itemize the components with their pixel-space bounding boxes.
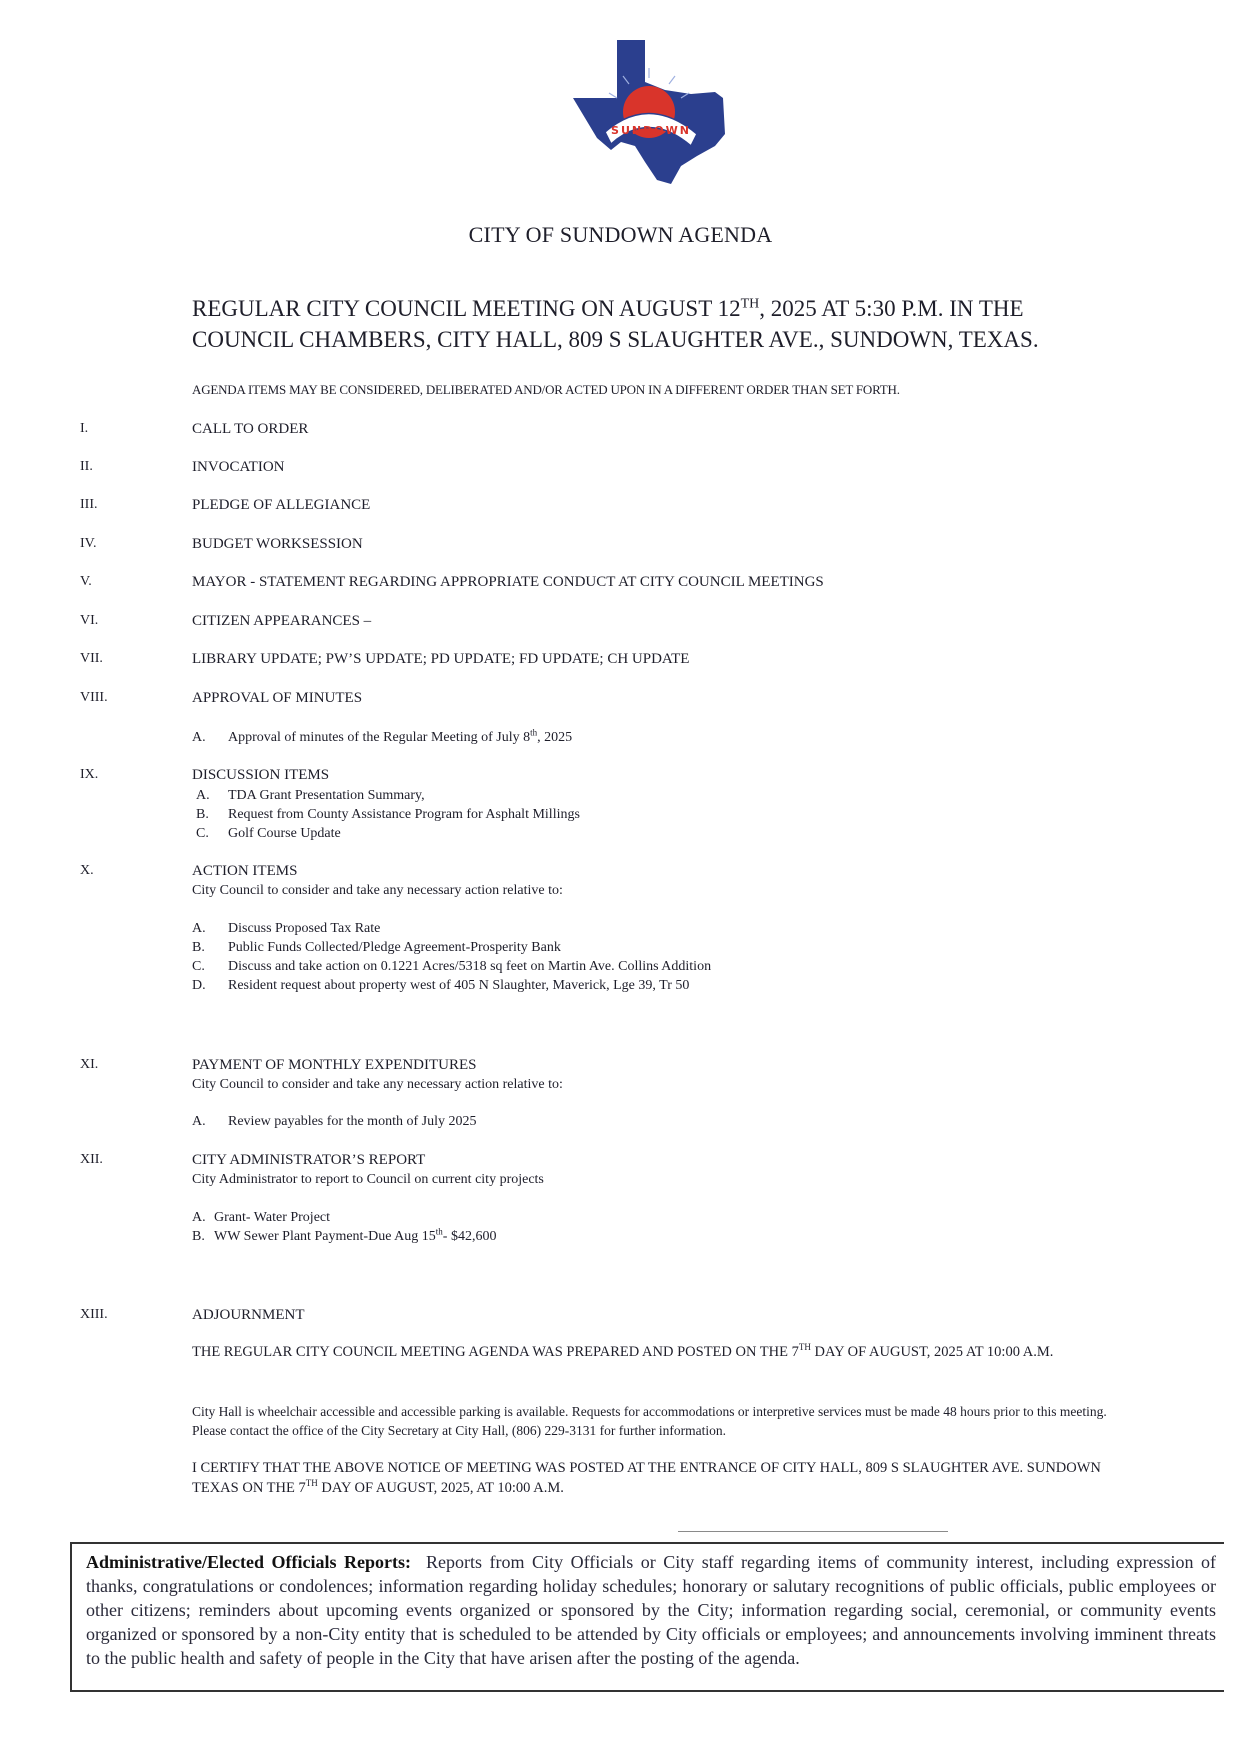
item-number: V.	[80, 574, 92, 589]
item-label: PLEDGE OF ALLEGIANCE	[192, 497, 371, 513]
item-label: APPROVAL OF MINUTES	[192, 690, 363, 706]
item-note: City Council to consider and take any necessary action relative to:	[192, 1077, 563, 1092]
item-number: I.	[80, 421, 89, 436]
sub-item: B. WW Sewer Plant Payment-Due Aug 15th- $42,600	[192, 1226, 497, 1244]
accessibility-statement: City Hall is wheelchair accessible and accessible parking is available. Requests for accommodations or interpretive services must be made 48 hours prior to this meeting. Please contact the office of the City Secretary at City Hall, (806) 229-3131 for further information.	[192, 1404, 1107, 1438]
reports-body: Reports from City Officials or City staff regarding items of community interest, including expression of thanks, congratulations or condolences; information regarding holiday schedules; honorary or salutary recognitions of public officials, public employees or other citizens; reminders about upcoming events organized or sponsored by the City; information regarding social, ceremonial, or community events organized or sponsored by a non-City entity that is scheduled to be attended by City officials or employees; and announcements involving imminent threats to the public health and safety of people in the City that have arisen after the posting of the agenda.	[86, 1552, 1217, 1668]
sub-item: A. TDA Grant Presentation Summary,	[196, 788, 425, 803]
item-label: INVOCATION	[192, 459, 285, 475]
item-number: VI.	[80, 613, 99, 628]
sub-item: B. Request from County Assistance Program for Asphalt Millings	[196, 807, 580, 822]
sub-item: A. Grant- Water Project	[192, 1210, 331, 1225]
item-number: VIII.	[80, 690, 108, 705]
item-number: IV.	[80, 536, 97, 551]
sub-item: D. Resident request about property west of 405 N Slaughter, Maverick, Lge 39, Tr 50	[192, 978, 690, 993]
item-label: PAYMENT OF MONTHLY EXPENDITURES	[192, 1057, 477, 1073]
item-number: XIII.	[80, 1307, 108, 1322]
sub-item: A. Discuss Proposed Tax Rate	[192, 921, 381, 936]
posting-statement: THE REGULAR CITY COUNCIL MEETING AGENDA WAS PREPARED AND POSTED ON THE 7TH DAY OF AUGUST, 2025 AT 10:00 A.M.	[192, 1342, 1054, 1360]
item-note: City Administrator to report to Council on current city projects	[192, 1172, 544, 1187]
item-label: DISCUSSION ITEMS	[192, 767, 330, 783]
logo-text: SUNDOWN	[611, 124, 691, 137]
item-number: II.	[80, 459, 93, 474]
sundown-texas-logo	[565, 38, 735, 188]
item-label: CITY ADMINISTRATOR’S REPORT	[192, 1152, 426, 1168]
meeting-heading: REGULAR CITY COUNCIL MEETING ON AUGUST 12TH, 2025 AT 5:30 P.M. IN THE COUNCIL CHAMBERS, CITY HALL, 809 S SLAUGHTER AVE., SUNDOWN, TEXAS.	[192, 296, 1039, 352]
item-label: MAYOR - STATEMENT REGARDING APPROPRIATE CONDUCT AT CITY COUNCIL MEETINGS	[192, 574, 824, 590]
item-number: XII.	[80, 1152, 103, 1167]
item-label: LIBRARY UPDATE; PW’S UPDATE; PD UPDATE; FD UPDATE; CH UPDATE	[192, 651, 690, 667]
item-number: IX.	[80, 767, 99, 782]
item-label: BUDGET WORKSESSION	[192, 536, 363, 552]
item-note: City Council to consider and take any necessary action relative to:	[192, 883, 563, 898]
reports-heading: Administrative/Elected Officials Reports:	[86, 1552, 411, 1572]
item-label: CALL TO ORDER	[192, 421, 309, 437]
sub-item: A. Approval of minutes of the Regular Meeting of July 8th, 2025	[192, 727, 573, 745]
item-number: III.	[80, 497, 98, 512]
order-notice: AGENDA ITEMS MAY BE CONSIDERED, DELIBERATED AND/OR ACTED UPON IN A DIFFERENT ORDER THAN SET FORTH.	[192, 382, 900, 397]
item-number: VII.	[80, 651, 103, 666]
sub-item: C. Golf Course Update	[196, 826, 341, 841]
item-label: ACTION ITEMS	[192, 863, 298, 879]
reports-box-text	[86, 1550, 1216, 1670]
divider	[678, 1531, 948, 1532]
item-label: ADJOURNMENT	[192, 1307, 305, 1323]
certification-statement: I CERTIFY THAT THE ABOVE NOTICE OF MEETING WAS POSTED AT THE ENTRANCE OF CITY HALL, 809 S SLAUGHTER AVE. SUNDOWN TEXAS ON THE 7TH DAY OF AUGUST, 2025, AT 10:00 A.M.	[192, 1460, 1101, 1496]
sub-item: C. Discuss and take action on 0.1221 Acres/5318 sq feet on Martin Ave. Collins Addition	[192, 959, 712, 974]
sub-item: B. Public Funds Collected/Pledge Agreement-Prosperity Bank	[192, 940, 561, 955]
sub-item: A. Review payables for the month of July 2025	[192, 1114, 477, 1129]
agenda-title: CITY OF SUNDOWN AGENDA	[468, 222, 773, 247]
item-label: CITIZEN APPEARANCES –	[192, 613, 372, 629]
item-number: XI.	[80, 1057, 99, 1072]
item-number: X.	[80, 863, 94, 878]
